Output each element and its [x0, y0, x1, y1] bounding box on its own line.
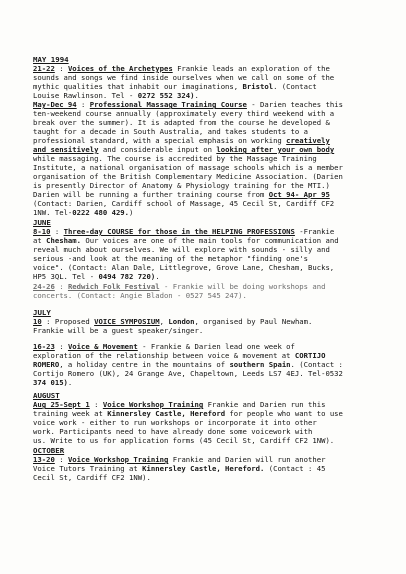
entry-text: for people who want to use — [225, 409, 343, 418]
entry-text: Frankie will be a guest speaker/singer. — [33, 326, 204, 335]
entry-text: sounds and songs we find inside ourselves when we call on some of the — [33, 73, 335, 82]
entry-title: Three-day COURSE for those in the HELPING PROFESSIONS — [63, 227, 295, 236]
entry-text — [33, 236, 389, 245]
venue: Bristol — [242, 82, 274, 91]
entry-text: serious -and look at the meaning of the metaphor "finding one's — [33, 254, 308, 263]
entry-text: professional standard, with a special emphasis on working — [33, 136, 287, 145]
entry-text: exploration of the relationship between voice & movement at — [33, 351, 295, 360]
june-section — [33, 218, 389, 281]
entry-text: while massaging. The course is accredited by the Massage Training — [33, 154, 317, 163]
entry-text: mythic qualities that inhabit our imaginations, — [33, 82, 243, 91]
entry-text — [33, 351, 389, 360]
entry-text: us. Write to us for application forms (45 Cecil St, Cardiff CF2 1NW). — [33, 436, 335, 445]
entry-text — [33, 208, 389, 217]
emphasis: and sensitively — [33, 145, 99, 154]
entry-text — [33, 227, 389, 236]
october-section — [33, 446, 389, 482]
entry-text: voice". (Contact: Alan Dale, Littlegrove, Grove Lane, Chesham, Bucks, — [33, 263, 335, 272]
entry-archetypes-line — [33, 64, 389, 73]
redwich-festival-entry — [33, 282, 389, 300]
entry-text: Cecil St, Cardiff CF2 1NW). — [33, 473, 151, 482]
emphasis: creatively — [286, 136, 330, 145]
entry-text: (Contact : 45 — [264, 464, 326, 473]
section-heading-july: JULY — [33, 308, 51, 317]
entry-text — [33, 282, 389, 291]
entry-text: organisation of the British Complementary Medicine Association. (Darien — [33, 172, 343, 181]
entry-text: , a holiday centre in the mountains of — [59, 360, 230, 369]
section-heading-august: AUGUST — [33, 391, 60, 400]
venue: ROMERO — [33, 360, 60, 369]
entry-text — [33, 400, 389, 409]
entry-text — [33, 272, 389, 281]
entry-text: training week at — [33, 409, 108, 418]
entry-text — [33, 409, 389, 418]
section-heading-june: JUNE — [33, 218, 51, 227]
august-section — [33, 391, 389, 445]
entry-date: 8-10 — [33, 227, 51, 236]
entry-text — [33, 464, 389, 473]
entry-text: Cortijo Romero (UK), 24 Grange Ave, Chapeltown, Leeds LS7 4EJ. Tel-0532 — [33, 369, 343, 378]
entry-text: and considerable input on — [98, 145, 217, 154]
entry-text: Louise Rawlinson. Tel - — [33, 91, 138, 100]
separator: : — [50, 227, 64, 236]
entry-text: . — [67, 378, 73, 387]
phone-number: 0222 480 429. — [72, 208, 130, 217]
region: southern Spain — [229, 360, 291, 369]
entry-text: Darien will be running a further training course from — [33, 190, 269, 199]
separator: : — [54, 64, 68, 73]
entry-text: . (Contact : — [290, 360, 343, 369]
entry-text: ) — [129, 208, 134, 217]
phone-number: 374 015) — [33, 378, 68, 387]
entry-text — [33, 82, 389, 91]
section-heading-october: OCTOBER — [33, 446, 65, 455]
entry-text: at — [33, 236, 47, 245]
entry-title: Voices of the Archetypes — [67, 64, 173, 73]
entry-text — [33, 342, 389, 351]
entry-text: break over the summer). It is adapted from the course he developed & — [33, 118, 330, 127]
entry-text: ten-weekend course annually (approximately every third weekend with a — [33, 109, 335, 118]
entry-text: is presently Director of Anatomy & Physiology training for the MTI.) — [33, 181, 330, 190]
voice-movement-entry — [33, 342, 389, 387]
separator: : — [89, 400, 103, 409]
entry-text: . — [155, 272, 160, 281]
emphasis: Oct 94- Apr 95 — [268, 190, 330, 199]
entry-date: 24-26 — [33, 282, 55, 291]
entry-text: work. Participants need to have already done some voicework with — [33, 427, 313, 436]
entry-date: Aug 25-Sept 1 — [33, 400, 90, 409]
venue: Kinnersley Castle, Hereford — [107, 409, 226, 418]
entry-text — [33, 317, 389, 326]
phone-number: 0494 782 720) — [98, 272, 156, 281]
massage-course-entry — [33, 100, 389, 217]
entry-text — [33, 100, 389, 109]
entry-text: voice work - either to run workshops or incorporate it into other — [33, 418, 317, 427]
entry-text: concerts. (Contact: Angie Bladon - 0527 545 247). — [33, 291, 247, 300]
entry-text: Frankie leads an exploration of the — [172, 64, 330, 73]
entry-text: - Frankie will be doing workshops and — [159, 282, 326, 291]
entry-text: . (Contact — [273, 82, 317, 91]
venue: CORTIJO — [294, 351, 326, 360]
entry-date: 21-22 — [33, 64, 55, 73]
entry-text — [33, 91, 389, 100]
entry-text — [33, 360, 389, 369]
separator: : — [54, 282, 68, 291]
entry-title: Voice & Movement — [67, 342, 138, 351]
entry-text: : Proposed — [41, 317, 95, 326]
venue: London — [168, 317, 195, 326]
entry-text: . — [194, 91, 199, 100]
entry-text: Frankie and Darien will run another — [168, 455, 326, 464]
entry-text — [33, 145, 389, 154]
entry-title: Redwich Folk Festival — [67, 282, 160, 291]
entry-title: Voice Workshop Training — [67, 455, 169, 464]
entry-text: reveal much about ourselves. We will explore with sounds - silly and — [33, 245, 330, 254]
entry-text — [33, 136, 389, 145]
entry-text: Institute, a national organisation of massage schools which is a member — [33, 163, 343, 172]
entry-title: VOICE SYMPOSIUM — [94, 317, 160, 326]
entry-date: 10 — [33, 317, 42, 326]
entry-text — [33, 378, 389, 387]
entry-text: - Frankie & Darien lead one week of — [137, 342, 295, 351]
phone-number: 0272 552 324) — [137, 91, 195, 100]
entry-text: Voice Tutors Training at — [33, 464, 143, 473]
entry-text: HP5 3QL. Tel - — [33, 272, 99, 281]
may-1994-section — [33, 55, 389, 100]
section-heading-may-1994: MAY 1994 — [33, 55, 69, 64]
entry-date: 16-23 — [33, 342, 55, 351]
entry-text: Frankie and Darien run this — [203, 400, 326, 409]
entry-date: May-Dec 94 — [33, 100, 77, 109]
july-section — [33, 308, 389, 335]
entry-text: , organised by Paul Newham. — [194, 317, 313, 326]
entry-text — [33, 190, 389, 199]
entry-date: 13-20 — [33, 455, 55, 464]
entry-text: 1NW. Tel- — [33, 208, 73, 217]
entry-title: Professional Massage Training Course — [89, 100, 247, 109]
separator: : — [54, 455, 68, 464]
entry-text: , — [159, 317, 169, 326]
separator: : — [76, 100, 90, 109]
entry-text — [33, 455, 389, 464]
entry-text: - Darien teaches this — [246, 100, 343, 109]
entry-text: (Contact: Darien, Cardiff school of Massage, 45 Cecil St, Cardiff CF2 — [33, 199, 335, 208]
venue: Chesham. — [46, 236, 82, 245]
entry-text: taught for a decade in South Australia, and takes students to a — [33, 127, 308, 136]
entry-text: Our voices are one of the main tools for communication and — [81, 236, 339, 245]
emphasis: looking after your own body — [216, 145, 335, 154]
venue: Kinnersley Castle, Hereford. — [142, 464, 265, 473]
separator: : — [54, 342, 68, 351]
entry-text: -Frankie — [294, 227, 335, 236]
entry-title: Voice Workshop Training — [102, 400, 204, 409]
